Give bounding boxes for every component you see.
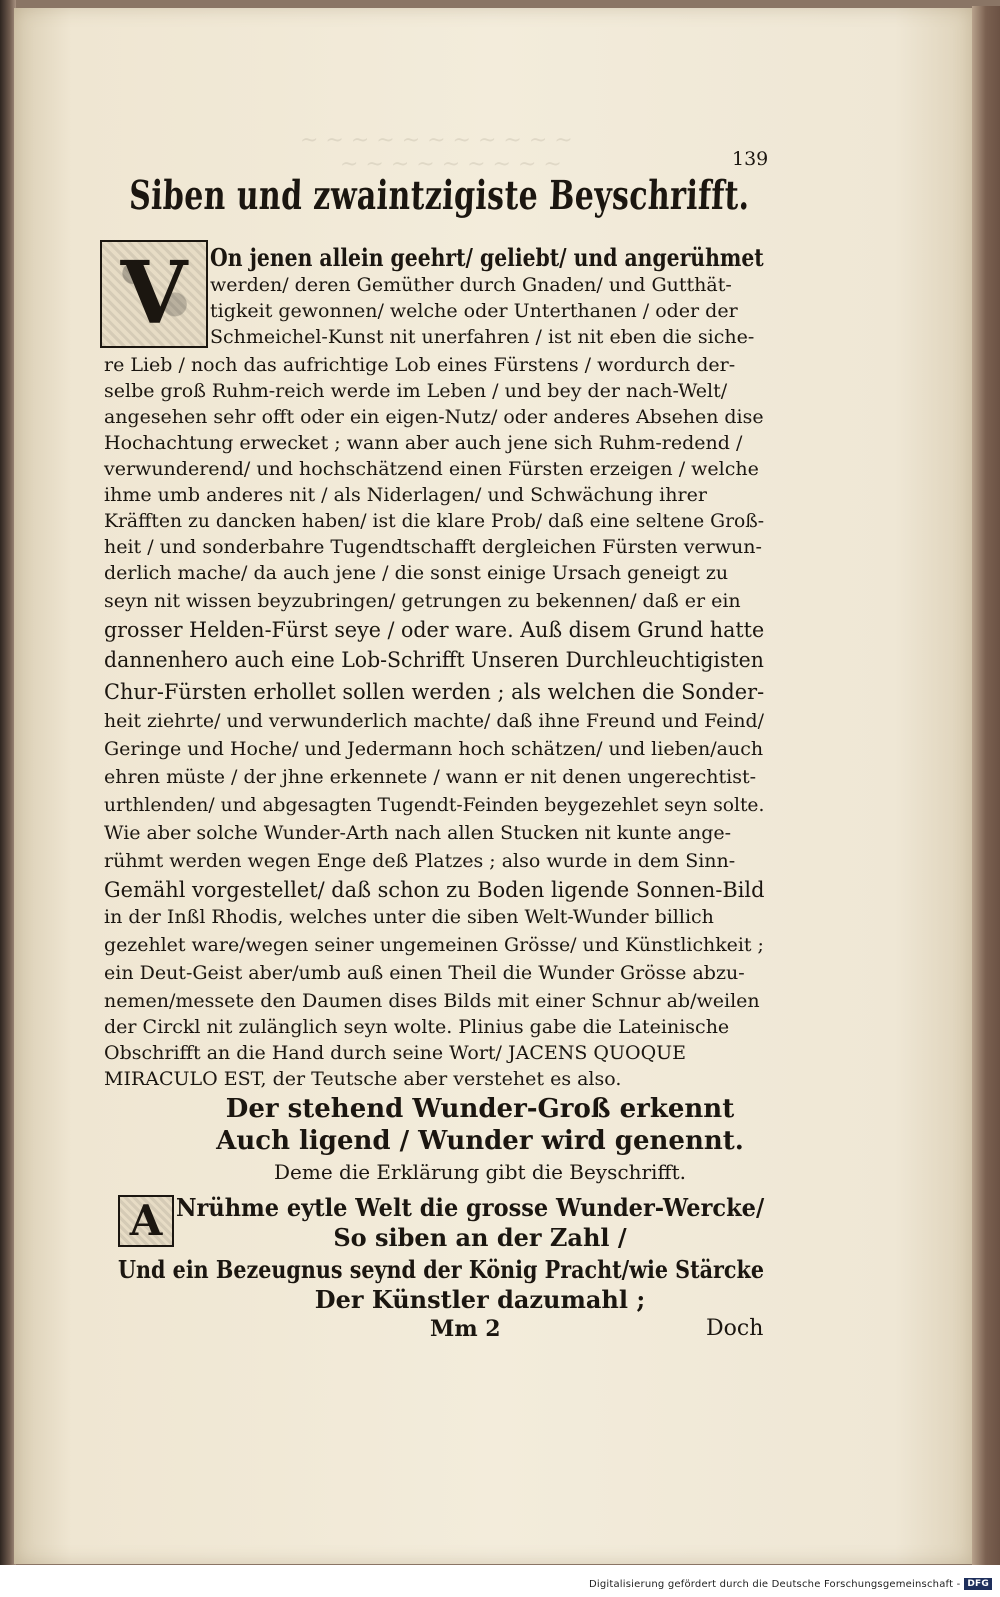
- poem-line: Nrühme eytle Welt die grosse Wunder-Wercke/: [176, 1193, 765, 1222]
- signature-mark: Mm 2: [430, 1316, 501, 1342]
- body-line: ihme umb anderes nit / als Niderlagen/ und Schwächung ihrer: [104, 484, 707, 506]
- dfg-logo: DFG: [964, 1578, 992, 1590]
- body-line: On jenen allein geehrt/ geliebt/ und angerühmet: [210, 243, 764, 272]
- body-line: grosser Helden-Fürst seye / oder ware. Auß disem Grund hatte: [104, 618, 765, 642]
- body-line: Wie aber solche Wunder-Arth nach allen Stucken nit kunte ange-: [104, 822, 732, 844]
- body-line: verwunderend/ und hochschätzend einen Fürsten erzeigen / welche: [104, 458, 759, 480]
- body-line: gezehlet ware/wegen seiner ungemeinen Grösse/ und Künstlichkeit ;: [104, 934, 764, 956]
- initial-letter-small: A: [129, 1196, 163, 1245]
- body-line: heit / und sonderbahre Tugendtschafft dergleichen Fürsten verwun-: [104, 536, 762, 558]
- initial-letter: V: [120, 243, 188, 344]
- body-line: urthlenden/ und abgesagten Tugendt-Feinden beygezehlet seyn solte.: [104, 794, 765, 816]
- page-edge: [972, 6, 1000, 1568]
- body-line: nemen/messete den Daumen dises Bilds mit einer Schnur ab/weilen: [104, 990, 760, 1012]
- body-line: heit ziehrte/ und verwunderlich machte/ daß ihne Freund und Feind/: [104, 710, 764, 732]
- poem-line: So siben an der Zahl /: [333, 1223, 627, 1252]
- footer-text: Digitalisierung gefördert durch die Deutsche Forschungsgemeinschaft -: [588, 1578, 961, 1590]
- catchword: Doch: [706, 1316, 764, 1341]
- body-line: MIRACULO EST, der Teutsche aber verstehet es also.: [104, 1068, 622, 1090]
- body-line: angesehen sehr offt oder ein eigen-Nutz/ oder anderes Absehen dise: [104, 406, 764, 428]
- body-line: in der Inßl Rhodis, welches unter die siben Welt-Wunder billich: [104, 906, 714, 928]
- decorated-initial: [100, 240, 208, 348]
- page-number: 139: [732, 148, 769, 170]
- body-line: re Lieb / noch das aufrichtige Lob eines Fürstens / wordurch der-: [104, 354, 736, 376]
- body-line: Chur-Fürsten erhollet sollen werden ; als welchen die Sonder-: [104, 680, 765, 704]
- body-line: tigkeit gewonnen/ welche oder Unterthanen / oder der: [210, 300, 738, 322]
- body-line: dannenhero auch eine Lob-Schrifft Unseren Durchleuchtigisten: [104, 648, 764, 672]
- body-line: selbe groß Ruhm-reich werde im Leben / und bey der nach-Welt/: [104, 380, 728, 402]
- digitization-footer: [589, 1578, 992, 1590]
- body-line: Hochachtung erwecket ; wann aber auch jene sich Ruhm-redend /: [104, 432, 743, 454]
- body-line: derlich mache/ da auch jene / die sonst einige Ursach geneigt zu: [104, 562, 729, 584]
- verse-line: Auch ligend / Wunder wird genennt.: [216, 1126, 744, 1156]
- intro-line: Deme die Erklärung gibt die Beyschrifft.: [273, 1160, 687, 1184]
- body-line: rühmt werden wegen Enge deß Platzes ; also wurde in dem Sinn-: [104, 850, 736, 872]
- show-through-text: ~ ~ ~ ~ ~ ~ ~ ~ ~ ~ ~: [300, 128, 573, 153]
- poem-line: Der Künstler dazumahl ;: [314, 1285, 646, 1314]
- body-line: Gemähl vorgestellet/ daß schon zu Boden ligende Sonnen-Bild: [104, 878, 765, 902]
- show-through-text: ~ ~ ~ ~ ~ ~ ~ ~ ~: [340, 152, 562, 177]
- poem-line: Und ein Bezeugnus seynd der König Pracht/wie Stärcke: [118, 1255, 764, 1284]
- verse-line: Der stehend Wunder-Groß erkennt: [225, 1094, 735, 1124]
- body-line: ehren müste / der jhne erkennete / wann er nit denen ungerechtist-: [104, 766, 757, 788]
- body-line: werden/ deren Gemüther durch Gnaden/ und Gutthät-: [210, 274, 732, 296]
- body-line: Schmeichel-Kunst nit unerfahren / ist nit eben die siche-: [210, 326, 755, 348]
- body-line: ein Deut-Geist aber/umb auß einen Theil die Wunder Grösse abzu-: [104, 962, 745, 984]
- body-line: der Circkl nit zulänglich seyn wolte. Plinius gabe die Lateinische: [104, 1016, 730, 1038]
- body-line: Obschrifft an die Hand durch seine Wort/ JACENS QUOQUE: [104, 1042, 687, 1064]
- body-line: seyn nit wissen beyzubringen/ getrungen zu bekennen/ daß er ein: [104, 590, 741, 612]
- page-heading: Siben und zwaintzigiste Beyschrifft.: [128, 172, 751, 219]
- body-line: Kräfften zu dancken haben/ ist die klare Prob/ daß eine seltene Groß-: [104, 510, 765, 532]
- body-line: Geringe und Hoche/ und Jedermann hoch schätzen/ und lieben/auch: [104, 738, 764, 760]
